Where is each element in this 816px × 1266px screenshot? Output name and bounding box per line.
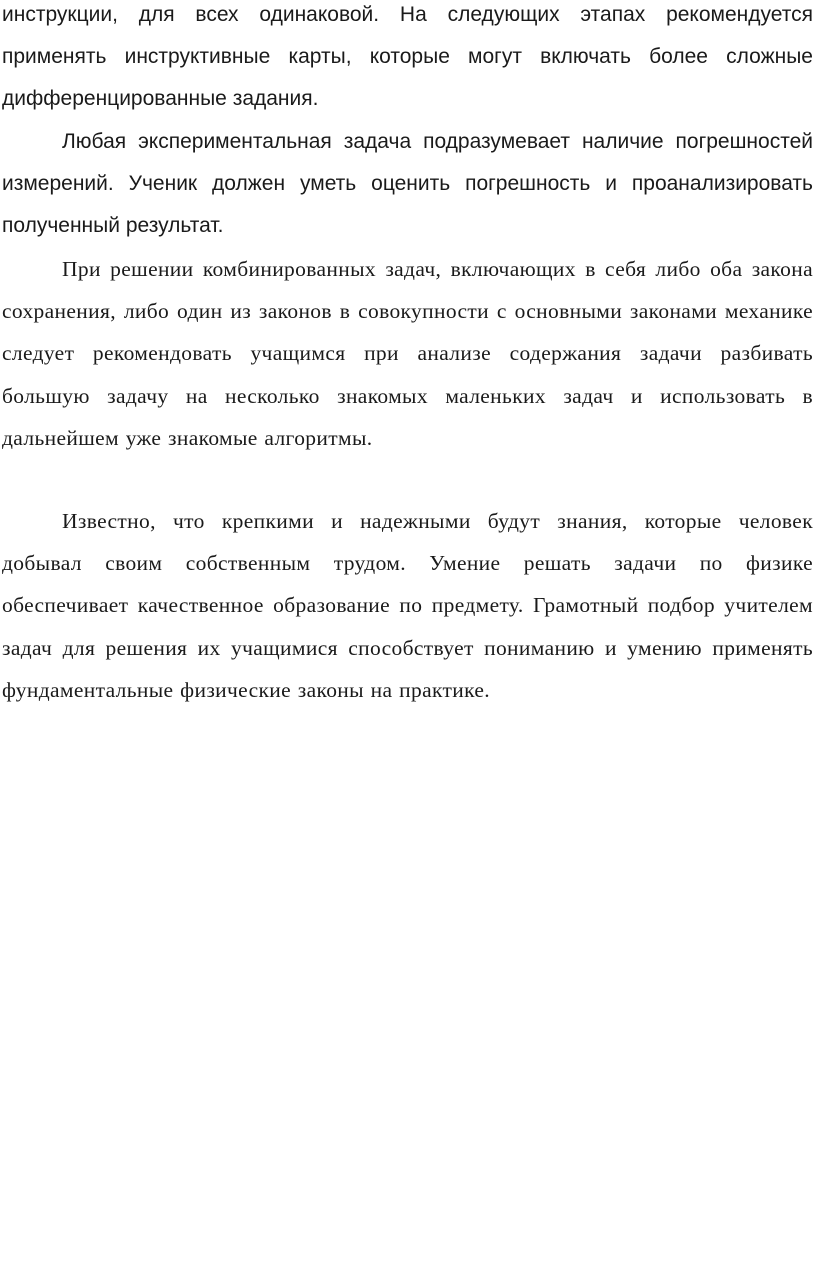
paragraph-measurement-errors: Любая экспериментальная задача подразумевает наличие погрешностей измерений. Ученик должен уметь оценить погрешность и проанализировать полученный результат. — [2, 130, 813, 238]
paragraph-combined-problems: При решении комбинированных задач, включающих в себя либо оба закона сохранения, либо один из законов в совокупности с основными законами механике следует рекомендовать учащимся при анализе содержания задачи разбивать большую задачу на несколько знакомых маленьких задач и использовать в дальнейшем уже знакомые алгоритмы. — [2, 257, 813, 450]
paragraph-conclusion: Известно, что крепкими и надежными будут знания, которые человек добывал своим собственным трудом. Умение решать задачи по физике обеспечивает качественное образование по предмету. Грамотный подбор учителем задач для решения их учащимися способствует пониманию и умению применять фундаментальные физические законы на практике. — [2, 509, 813, 702]
paragraph-continuation: инструкции, для всех одинаковой. На следующих этапах рекомендуется применять инструктивные карты, которые могут включать более сложные дифференцированные задания. — [2, 3, 813, 111]
